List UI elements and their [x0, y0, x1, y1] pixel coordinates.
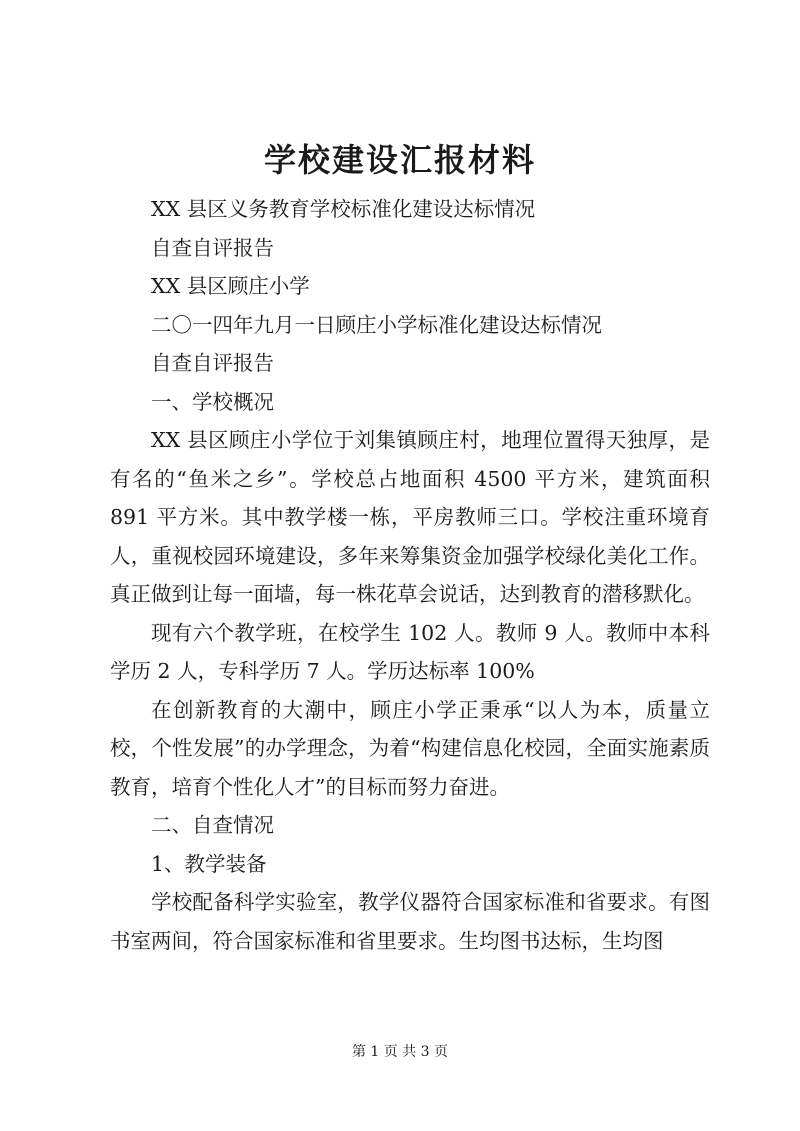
paragraph-date-line: 二〇一四年九月一日顾庄小学标准化建设达标情况: [151, 312, 602, 337]
paragraph-heading-line-1: XX 县区义务教育学校标准化建设达标情况: [151, 197, 536, 221]
paragraph-staff: 现有六个教学班，在校学生 102 人。教师 9 人。教师中本科学历 2 人，专科学历 7 人。学历达标率 100%: [110, 620, 710, 683]
subsection-heading-equipment: 1、教学装备: [151, 851, 267, 876]
document-body: [110, 190, 710, 960]
paragraph-philosophy: 在创新教育的大潮中，顾庄小学正秉承“以人为本，质量立校，个性发展”的办学理念，为着“构建信息化校园，全面实施素质教育，培育个性化人才”的目标而努力奋进。: [110, 697, 710, 799]
paragraph-equipment: 学校配备科学实验室，教学仪器符合国家标准和省要求。有图书室两间，符合国家标准和省里要求。生均图书达标，生均图: [110, 890, 710, 953]
paragraph-report-label: 自查自评报告: [151, 351, 274, 375]
paragraph-school-name: XX 县区顾庄小学: [151, 274, 310, 298]
paragraph-overview: XX 县区顾庄小学位于刘集镇顾庄村，地理位置得天独厚，是有名的“鱼米之乡”。学校总占地面积 4500 平方米，建筑面积 891 平方米。其中教学楼一栋，平房教师三口。学校注重环境育人，重视校园环境建设，多年来筹集资金加强学校绿化美化工作。真正做到让每一面墙，每一株花草会说话，达到教育的潜移默化。: [110, 428, 710, 606]
document-title: 学校建设汇报材料: [263, 141, 536, 179]
paragraph-heading-line-2: 自查自评报告: [151, 235, 274, 260]
page-footer: 第 1 页 共 3 页: [351, 1044, 449, 1060]
section-heading-overview: 一、学校概况: [151, 389, 274, 414]
section-heading-self-check: 二、自查情况: [151, 813, 274, 837]
